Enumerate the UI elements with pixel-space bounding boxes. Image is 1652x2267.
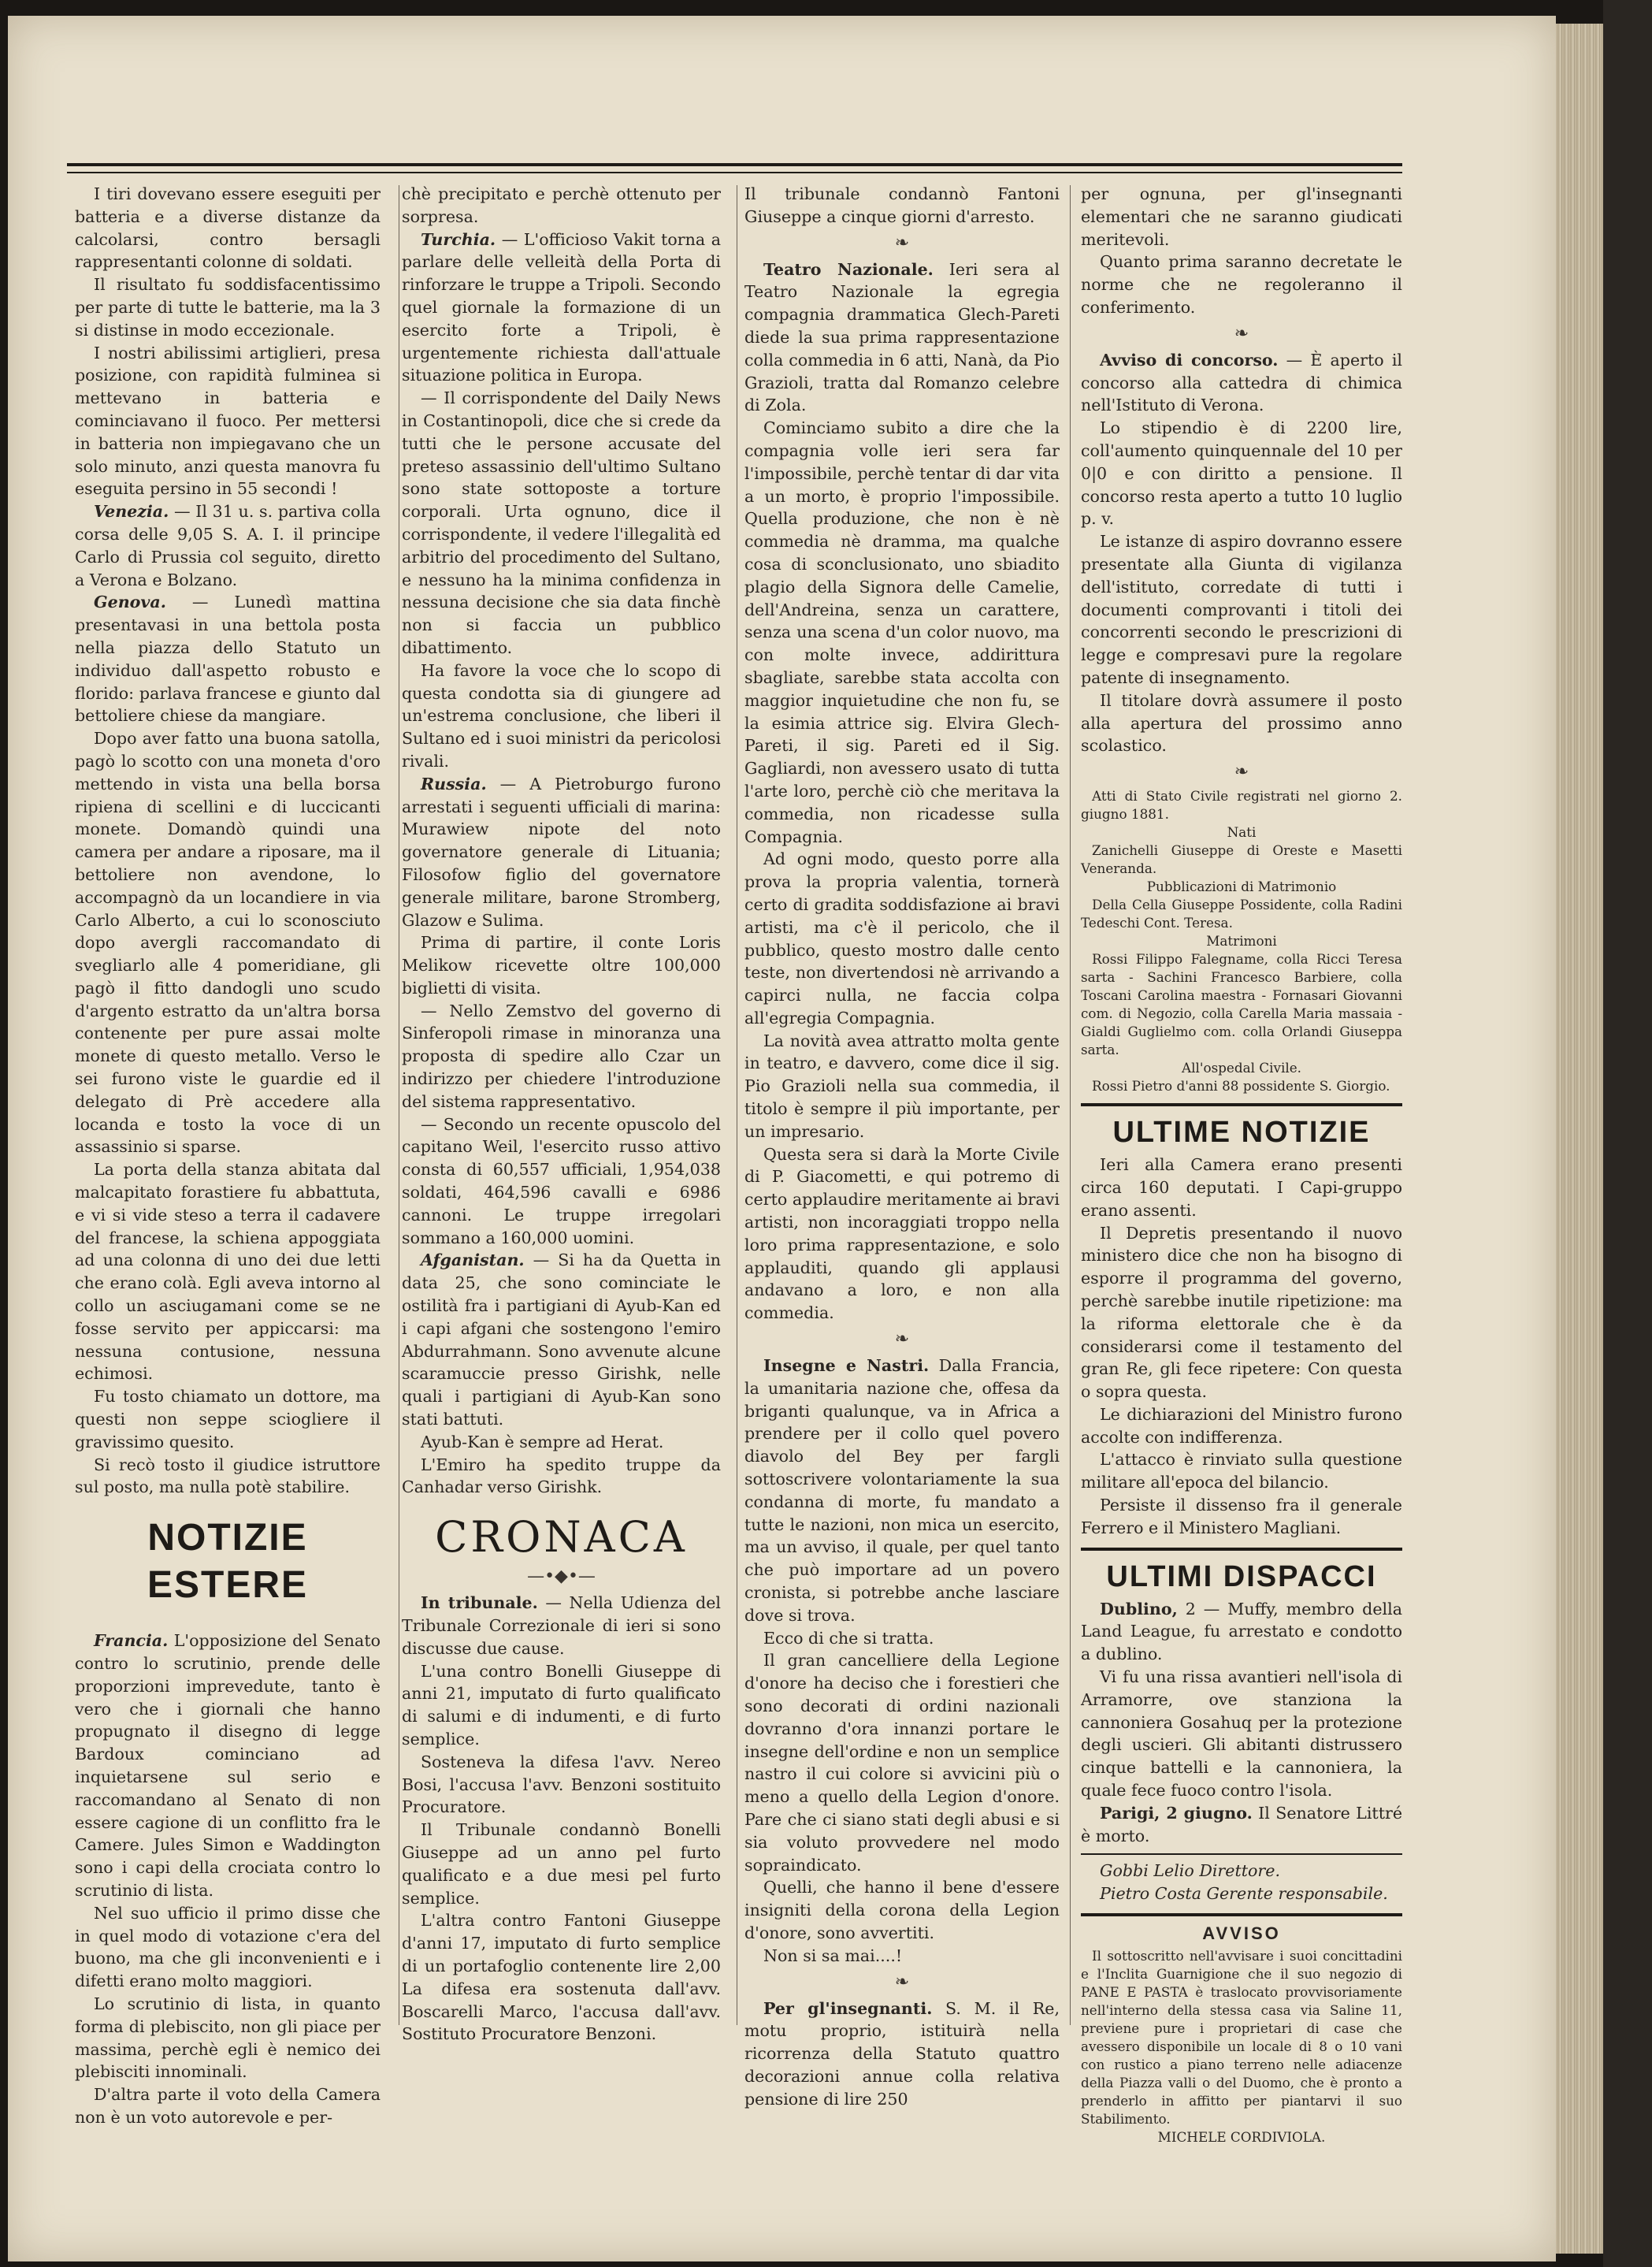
article-paragraph: Ha favore la voce che lo scopo di questa condotta sia di giungere ad un'estrema conclusione, che liberi il Sultano ed i suoi ministri da pericolosi rivali.	[402, 660, 721, 771]
article-paragraph: Ecco di che si tratta.	[763, 1628, 934, 1648]
nati-heading: Nati	[1227, 824, 1257, 841]
section-ornament: ❧	[894, 1329, 910, 1350]
article-paragraph: Fu tosto chiamato un dottore, ma questi non seppe sciogliere il gravissimo quesito.	[75, 1387, 381, 1451]
avviso-block	[1081, 1947, 1402, 2146]
ospedale-heading: All'ospedal Civile.	[1182, 1060, 1301, 1076]
top-double-rule	[67, 163, 1402, 173]
matrimoni-heading: Matrimoni	[1206, 933, 1277, 950]
column-1	[75, 183, 381, 2129]
article-paragraph: Ad ogni modo, questo porre alla prova la propria valentia, tornerà certo di gradita soddisfazione ai bravi artisti, ma c'è il pericolo, che il pubblico, questo mostro dalle cento teste, non divertendosi nè arrivando a capirci nulla, ne faccia colpa all'egregia Compagnia.	[744, 849, 1060, 1028]
insegnanti-lead: Per gl'insegnanti.	[763, 1998, 933, 2018]
tribunale-text: — Nella Udienza del Tribunale Correzionale di ieri si sono discusse due cause.	[402, 1593, 721, 1658]
dublino-item	[1081, 1598, 1402, 1666]
turchia-item	[402, 229, 721, 388]
article-paragraph: Quelli, che hanno il bene d'essere insigniti della corona della Legion d'onore, sono avvertiti.	[744, 1878, 1060, 1942]
continued-text: per ognuna, per gl'insegnanti elementari che ne saranno giudicati meritevoli.	[1081, 184, 1402, 249]
concorso-lead: Avviso di concorso.	[1100, 350, 1279, 370]
article-paragraph: Il titolare dovrà assumere il posto alla apertura del prossimo anno scolastico.	[1081, 690, 1402, 756]
venezia-lead: Venezia.	[94, 502, 169, 522]
venezia-item	[75, 500, 381, 591]
column-4	[1081, 183, 1402, 2146]
article-paragraph: Questa sera si darà la Morte Civile di P. Giacometti, e qui potremo di certo applaudire meritamente ai bravi artisti, non incoraggiati troppo nella loro prima rappresentazione, e solo applauditi, quando gli applausi andavano a loro, e non alla commedia.	[744, 1144, 1060, 1323]
genova-lead: Genova.	[94, 593, 166, 612]
article-paragraph: La novità avea attratto molta gente in teatro, e davvero, come dice il sig. Pio Grazioli nella sua commedia, il titolo è sempre il più importante, per un impresario.	[744, 1031, 1060, 1141]
teatro-lead: Teatro Nazionale.	[763, 259, 934, 279]
parigi-lead: Parigi, 2 giugno.	[1100, 1803, 1253, 1823]
insegne-lead: Insegne e Nastri.	[763, 1356, 930, 1376]
section-rule	[1081, 1913, 1402, 1916]
parigi-text: Il Senatore Littré è morto.	[1081, 1803, 1403, 1845]
article-paragraph: L'altra contro Fantoni Giuseppe d'anni 17, imputato di furto semplice di un portafoglio contenente lire 2,00 La difesa era sostenuta dall'avv. Boscarelli Marco, l'accusa dall'avv. Sostituto Procuratore Benzoni.	[402, 1911, 721, 2044]
cronaca-heading: CRONACA	[435, 1512, 688, 1563]
section-ornament: ❧	[894, 232, 910, 253]
article-paragraph: L'attacco è rinviato sulla questione militare all'epoca del bilancio.	[1081, 1450, 1402, 1492]
article-paragraph: Le dichiarazioni del Ministro furono accolte con indifferenza.	[1081, 1404, 1402, 1447]
stato-civile-intro: Atti di Stato Civile registrati nel giorno 2. giugno 1881.	[1081, 788, 1402, 823]
article-paragraph: Lo stipendio è di 2200 lire, coll'aumento quinquennale del 10 per 0|0 e con diritto a pensione. Il concorso resta aperto a tutto 10 luglio p. v.	[1081, 418, 1402, 529]
insegne-text: Dalla Francia, la umanitaria nazione che, offesa da briganti qualunque, va in Africa a prendere per il collo quel povero diavolo del Bey per fargli sottoscrivere volontariamente la sua condanna di morte, fu mandato a tutte le nazioni, non mica un esercito, ma un avviso, il quale, per quel tanto che può importare ad un povero cronista, si potrebbe anche lasciare dove si trova.	[744, 1356, 1060, 1625]
article-paragraph: — Nello Zemstvo del governo di Sinferopoli rimase in minoranza una proposta di spedire allo Czar un indirizzo per chiedere l'introduzione del sistema rappresentativo.	[402, 1001, 721, 1111]
article-paragraph: Ieri alla Camera erano presenti circa 160 deputati. I Capi-gruppo erano assenti.	[1081, 1155, 1402, 1220]
continued-text: Il tribunale condannò Fantoni Giuseppe a cinque giorni d'arresto.	[744, 184, 1060, 226]
ospedale-text: Rossi Pietro d'anni 88 possidente S. Giorgio.	[1092, 1078, 1390, 1094]
continued-text: chè precipitato e perchè ottenuto per sorpresa.	[402, 184, 721, 226]
pubblicazioni-heading: Pubblicazioni di Matrimonio	[1146, 879, 1337, 895]
article-paragraph: Dopo aver fatto una buona satolla, pagò lo scotto con una moneta d'oro mettendo in vista una bella borsa ripiena di scellini e di luccicanti monete. Domandò quindi una camera per andare a riposare, ma il bettoliere non avendone, lo accompagnò da un locandiere in via Carlo Alberto, a cui lo sconosciuto dopo avergli raccomandato di svegliarlo alle 4 pomeridiane, gli pagò il fitto dandogli uno scudo d'argento estratto da un'altra borsa contenente per pure assai molte monete di questo metallo. Verso le sei furono viste le guardie ed il delegato di Prè accedere alla locanda e tosto la voce di un assassinio si sparse.	[75, 729, 381, 1157]
section-ornament: ❧	[1234, 323, 1249, 344]
tribunale-item	[402, 1592, 721, 1659]
genova-item	[75, 591, 381, 727]
article-paragraph: Quanto prima saranno decretate le norme che ne regoleranno il conferimento.	[1081, 252, 1402, 317]
concorso-item	[1081, 349, 1402, 417]
column-3	[744, 183, 1060, 2111]
article-paragraph: L'una contro Bonelli Giuseppe di anni 21, imputato di furto qualificato di salumi e di indumenti, e di furto semplice.	[402, 1661, 721, 1749]
column-rule-3	[1070, 185, 1071, 2025]
section-rule	[1081, 1103, 1402, 1106]
avviso-text: Il sottoscritto nell'avvisare i suoi concittadini e l'Inclita Guarnigione che il suo negozio di PANE E PASTA è traslocato provvisoriamente nell'interno della stessa casa via Saline 11, previene pure i proprietari di case che avessero disponibile un locale di 8 o 10 vani con rustico a piano terreno nelle adiacenze della Piazza valli o del Duomo, che è pronto a prenderlo in affitto per piantarvi il suo Stabilimento.	[1081, 1947, 1402, 2127]
article-paragraph: Sosteneva la difesa l'avv. Nereo Bosi, l'accusa l'avv. Benzoni sostituito Procuratore.	[402, 1752, 721, 1817]
tribunale-lead: In tribunale.	[421, 1593, 538, 1613]
insegnanti-text: S. M. il Re, motu proprio, istituirà nella ricorrenza della Statuto quattro decorazioni annue colla relativa pensione di lire 250	[744, 1998, 1060, 2109]
ultime-notizie-heading: ULTIME NOTIZIE	[1112, 1116, 1371, 1150]
cronaca-ornament: —•◆•—	[527, 1566, 596, 1587]
francia-lead: Francia.	[94, 1631, 169, 1651]
ultimi-dispacci-heading: ULTIMI DISPACCI	[1106, 1559, 1377, 1593]
venezia-text: — Il 31 u. s. partiva colla corsa delle 9,05 S. A. I. il principe Carlo di Prussia col seguito, diretto a Verona e Bolzano.	[75, 502, 381, 589]
article-paragraph: — Secondo un recente opuscolo del capitano Weil, l'esercito russo attivo consta di 60,557 ufficiali, 1,954,038 soldati, 464,596 cavalli e 6986 cannoni. Le truppe irregolari sommano a 160,000 uomini.	[402, 1114, 721, 1247]
afganistan-item	[402, 1249, 721, 1430]
russia-lead: Russia.	[421, 774, 487, 793]
article-paragraph: Il Tribunale condannò Bonelli Giuseppe ad un anno pel furto qualificato e a due mesi pel furto semplice.	[402, 1820, 721, 1908]
article-paragraph: Cominciamo subito a dire che la compagnia volle ieri sera far l'impossibile, perchè tentar di dar vita a un morto, è proprio l'impossibile. Quella produzione, che non è nè commedia nè dramma, ma qualche cosa di sconclusionato, uno sbiadito plagio della Signora delle Camelie, dell'Andreina, senza un carattere, senza una scena d'un color nuovo, ma con molte invece, addirittura sbagliate, sarebbe stata accolta con maggior inquietudine che non fu, se la esimia attrice sig. Elvira Glech-Pareti, il sig. Pareti ed il Sig. Gagliardi, non avessero usato di tutta l'arte loro, perchè ciò che meritava la commedia, non ricadesse sulla Compagnia.	[744, 418, 1060, 846]
article-paragraph: Il Depretis presentando il nuovo ministero dice che non ha bisogno di esporre il programma del governo, perchè sarebbe inutile ripetizione: ma la riforma elettorale che è da considerarsi come il testamento del gran Re, gli fece ripetere: Con questa o sopra questa.	[1081, 1223, 1402, 1402]
article-paragraph: I tiri dovevano essere eseguiti per batteria e a diverse distanze da calcolarsi, contro bersagli rappresentanti colonne di soldati.	[75, 184, 381, 272]
concorso-text: — È aperto il concorso alla cattedra di chimica nell'Istituto di Verona.	[1081, 350, 1402, 415]
francia-item	[75, 1630, 381, 1902]
section-rule	[1081, 1853, 1402, 1855]
article-paragraph: — Il corrispondente del Daily News in Costantinopoli, dice che si crede da tutti che le persone accusate del preteso assassinio dell'ultimo Sultano sono state sottoposte a torture corporali. Urta ognuno, dice il corrispondente, il vedere l'illegalità ed arbitrio del procedimento del Sultano, e nessuno ha la minima confidenza in nessuna decisione che sia data finchè non si faccia un pubblico dibattimento.	[402, 388, 721, 657]
teatro-text: Ieri sera al Teatro Nazionale la egregia compagnia drammatica Glech-Pareti diede la sua prima rappresentazione colla commedia in 6 atti, Nanà, da Pio Grazioli, tratta dal Romanzo celebre di Zola.	[744, 259, 1060, 415]
column-2	[402, 183, 721, 2046]
article-paragraph: Persiste il dissenso fra il generale Ferrero e il Ministero Magliani.	[1081, 1496, 1402, 1537]
teatro-item	[744, 258, 1060, 418]
article-paragraph: Non si sa mai....!	[763, 1946, 903, 1965]
article-paragraph: Prima di partire, il conte Loris Melikow ricevette oltre 100,000 biglietti di visita.	[402, 933, 721, 998]
matrimoni-text: Rossi Filippo Falegname, colla Ricci Teresa sarta - Sachini Francesco Barbiere, colla Toscani Carolina maestra - Fornasari Giovanni com. di Negozio, colla Carella Maria massaia - Gialdi Guglielmo com. colla Orlandi Giuseppa sarta.	[1081, 951, 1402, 1058]
dublino-lead: Dublino,	[1100, 1599, 1178, 1618]
russia-item	[402, 773, 721, 932]
avviso-heading: AVVISO	[1202, 1923, 1281, 1944]
article-paragraph: L'Emiro ha spedito truppe da Canhadar verso Girishk.	[402, 1455, 721, 1497]
avviso-signature: MICHELE CORDIVIOLA.	[1157, 2128, 1326, 2145]
stato-civile-block	[1081, 787, 1402, 1095]
parigi-item	[1081, 1802, 1402, 1848]
insegnanti-item	[744, 1998, 1060, 2111]
turchia-lead: Turchia.	[421, 229, 496, 249]
afganistan-text: — Si ha da Quetta in data 25, che sono cominciate le ostilità fra i partigiani di Ayub-Kan ed i capi afgani che sostengono l'emiro Abdurrahmann. Sono avvenute alcune scaramuccie presso Girishk, nelle quali i partigiani di Ayub-Kan sono stati battuti.	[402, 1251, 721, 1429]
notizie-estere-heading: NOTIZIE ESTERE	[147, 1517, 309, 1607]
section-rule	[1081, 1548, 1402, 1551]
article-paragraph: D'altra parte il voto della Camera non è un voto autorevole e per-	[75, 2085, 381, 2127]
article-paragraph: I nostri abilissimi artiglieri, presa posizione, con rapidità fulminea si mettevano in batteria e cominciavano il fuoco. Per mettersi in batteria non impiegavano che un solo minuto, anzi questa manovra fu eseguita persino in 55 secondi !	[75, 343, 381, 499]
article-paragraph: Vi fu una rissa avantieri nell'isola di Arramorre, ove stanziona la cannoniera Gosahuq per la protezione degli uscieri. Gli abitanti distrussero cinque battelli e la cannoniera, la quale fece fuoco contro l'isola.	[1081, 1667, 1402, 1801]
pubblicazioni-text: Della Cella Giuseppe Possidente, colla Radini Tedeschi Cont. Teresa.	[1081, 897, 1402, 931]
turchia-text: — L'officioso Vakit torna a parlare delle velleità della Porta di rinforzare le truppe a Tripoli. Secondo quel giornale la formazione di un esercito forte a Tripoli, è urgentemente richiesta dall'attuale situazione politica in Europa.	[402, 229, 721, 385]
article-paragraph: Lo scrutinio di lista, in quanto forma di plebiscito, non gli piace per massima, perchè egli è nemico dei plebisciti innominali.	[75, 1994, 381, 2082]
afganistan-lead: Afganistan.	[421, 1251, 525, 1270]
article-paragraph: Ayub-Kan è sempre ad Herat.	[421, 1432, 664, 1451]
article-paragraph: Si recò tosto il giudice istruttore sul posto, ma nulla potè stabilire.	[75, 1455, 381, 1497]
russia-text: — A Pietroburgo furono arrestati i seguenti ufficiali di marina: Murawiew nipote del noto governatore generale di Lituania; Filosofow figlio del governatore generale militare, barone Stromberg, Glazow e Sulima.	[402, 774, 721, 930]
section-ornament: ❧	[894, 1972, 910, 1992]
article-paragraph: Le istanze di aspiro dovranno essere presentate alla Giunta di vigilanza dell'istituto, corredate di tutti i documenti comprovanti i titoli dei concorrenti secondo le prescrizioni di legge e compresavi pure la regolare patente di insegnamento.	[1081, 532, 1402, 687]
binding-shadow	[1603, 0, 1652, 2267]
article-paragraph: Il risultato fu soddisfacentissimo per parte di tutte le batterie, ma la 3 si distinse in modo eccezionale.	[75, 275, 381, 340]
article-paragraph: Nel suo ufficio il primo disse che in quel modo di votazione c'era del buono, ma che gli inconvenienti e i difetti erano molto maggiori.	[75, 1903, 381, 1991]
section-ornament: ❧	[1234, 762, 1249, 782]
nati-text: Zanichelli Giuseppe di Oreste e Masetti Veneranda.	[1081, 842, 1402, 877]
francia-text: L'opposizione del Senato contro lo scrutinio, prende delle proporzioni imprevedute, tanto è vero che i giornali che hanno propugnato il disegno di legge Bardoux cominciano ad inquietarsene sul serio e raccomandano al Senato di non essere cagione di un conflitto fra le Camere. Jules Simon e Waddington sono i capi della crociata contro lo scrutinio di lista.	[75, 1631, 381, 1900]
article-paragraph: La porta della stanza abitata dal malcapitato forastiere fu abbattuta, e vi si vide steso a terra il cadavere del francese, la schiena appoggiata ad una colonna di uno dei due letti che erano colà. Egli aveva intorno al collo un asciugamani come se ne fosse servito per appiccarsi: ma nessuna contusione, nessuna echimosi.	[75, 1160, 381, 1384]
editor-line: Gobbi Lelio Direttore.	[1100, 1861, 1280, 1881]
article-paragraph: Il gran cancelliere della Legione d'onore ha deciso che i forestieri che sono decorati di ordini nazionali dovranno d'ora innanzi portare le insegne dell'ordine e non un semplice nastro il cui colore si avvicini più o meno a quello della Legion d'onore. Pare che ci siano stati degli abusi e si sia voluto provvedere nel modo sopraindicato.	[744, 1651, 1060, 1875]
insegne-item	[744, 1355, 1060, 1627]
gerente-line: Pietro Costa Gerente responsabile.	[1100, 1884, 1388, 1904]
dublino-text: 2 — Muffy, membro della Land League, fu arrestato e condotto a dublino.	[1081, 1599, 1402, 1664]
genova-text: — Lunedì mattina presentavasi in una bettola posta nella piazza dello Statuto un individuo dall'aspetto robusto e florido: parlava francese e giunto dal bettoliere chiese da mangiare.	[75, 593, 381, 726]
